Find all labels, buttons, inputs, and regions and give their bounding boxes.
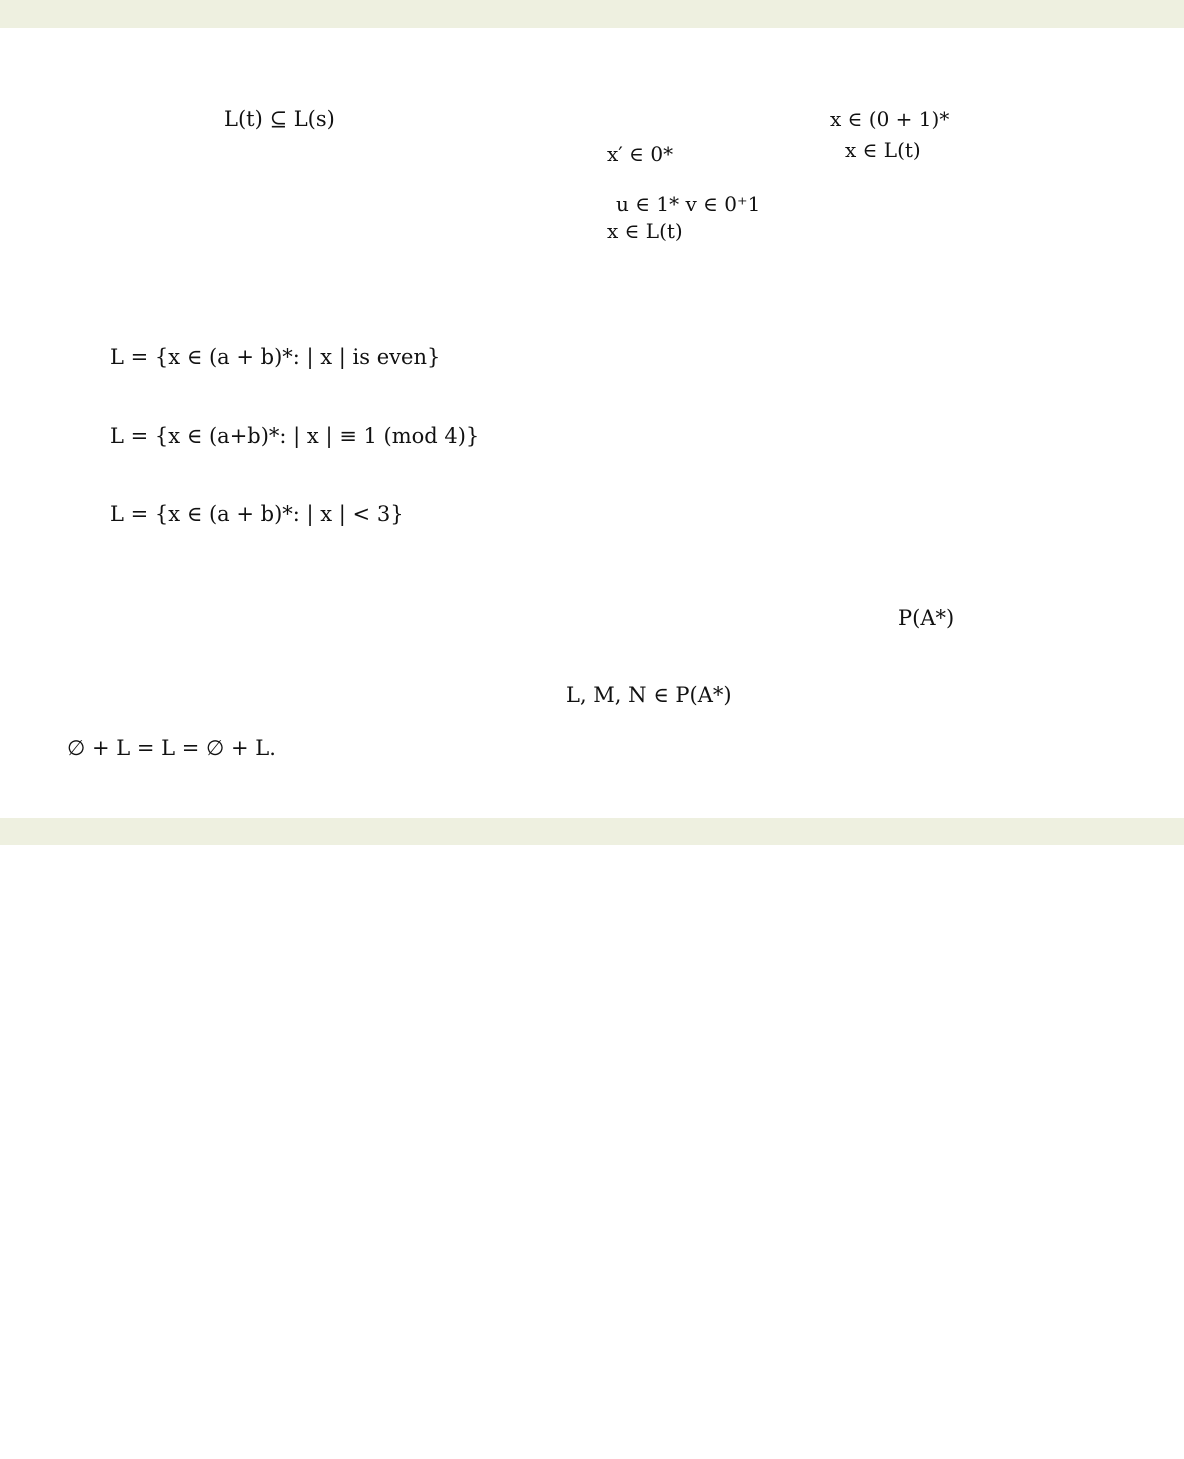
formula-x-in-01-star: x ∈ (0 + 1)* <box>830 107 950 131</box>
formula-x-prime-in-0-star: x′ ∈ 0* <box>607 142 674 166</box>
header-band <box>0 0 1184 28</box>
formula-x-in-lt-mid: x ∈ L(t) <box>607 219 683 243</box>
formula-lt-subset-ls: L(t) ⊆ L(s) <box>224 107 335 131</box>
formula-u-v-membership: u ∈ 1* v ∈ 0⁺1 <box>616 192 761 216</box>
formula-lmn-in-power-set: L, M, N ∈ P(A*) <box>566 683 732 707</box>
formula-power-set: P(A*) <box>898 606 955 630</box>
formula-x-in-lt-right: x ∈ L(t) <box>845 138 921 162</box>
formula-language-mod-4: L = {x ∈ (a+b)*: | x | ≡ 1 (mod 4)} <box>110 424 480 448</box>
footer-band <box>0 818 1184 845</box>
formula-language-length-less-3: L = {x ∈ (a + b)*: | x | < 3} <box>110 502 404 526</box>
formula-language-even-length: L = {x ∈ (a + b)*: | x | is even} <box>110 345 441 369</box>
formula-empty-set-identity: ∅ + L = L = ∅ + L. <box>67 736 276 760</box>
